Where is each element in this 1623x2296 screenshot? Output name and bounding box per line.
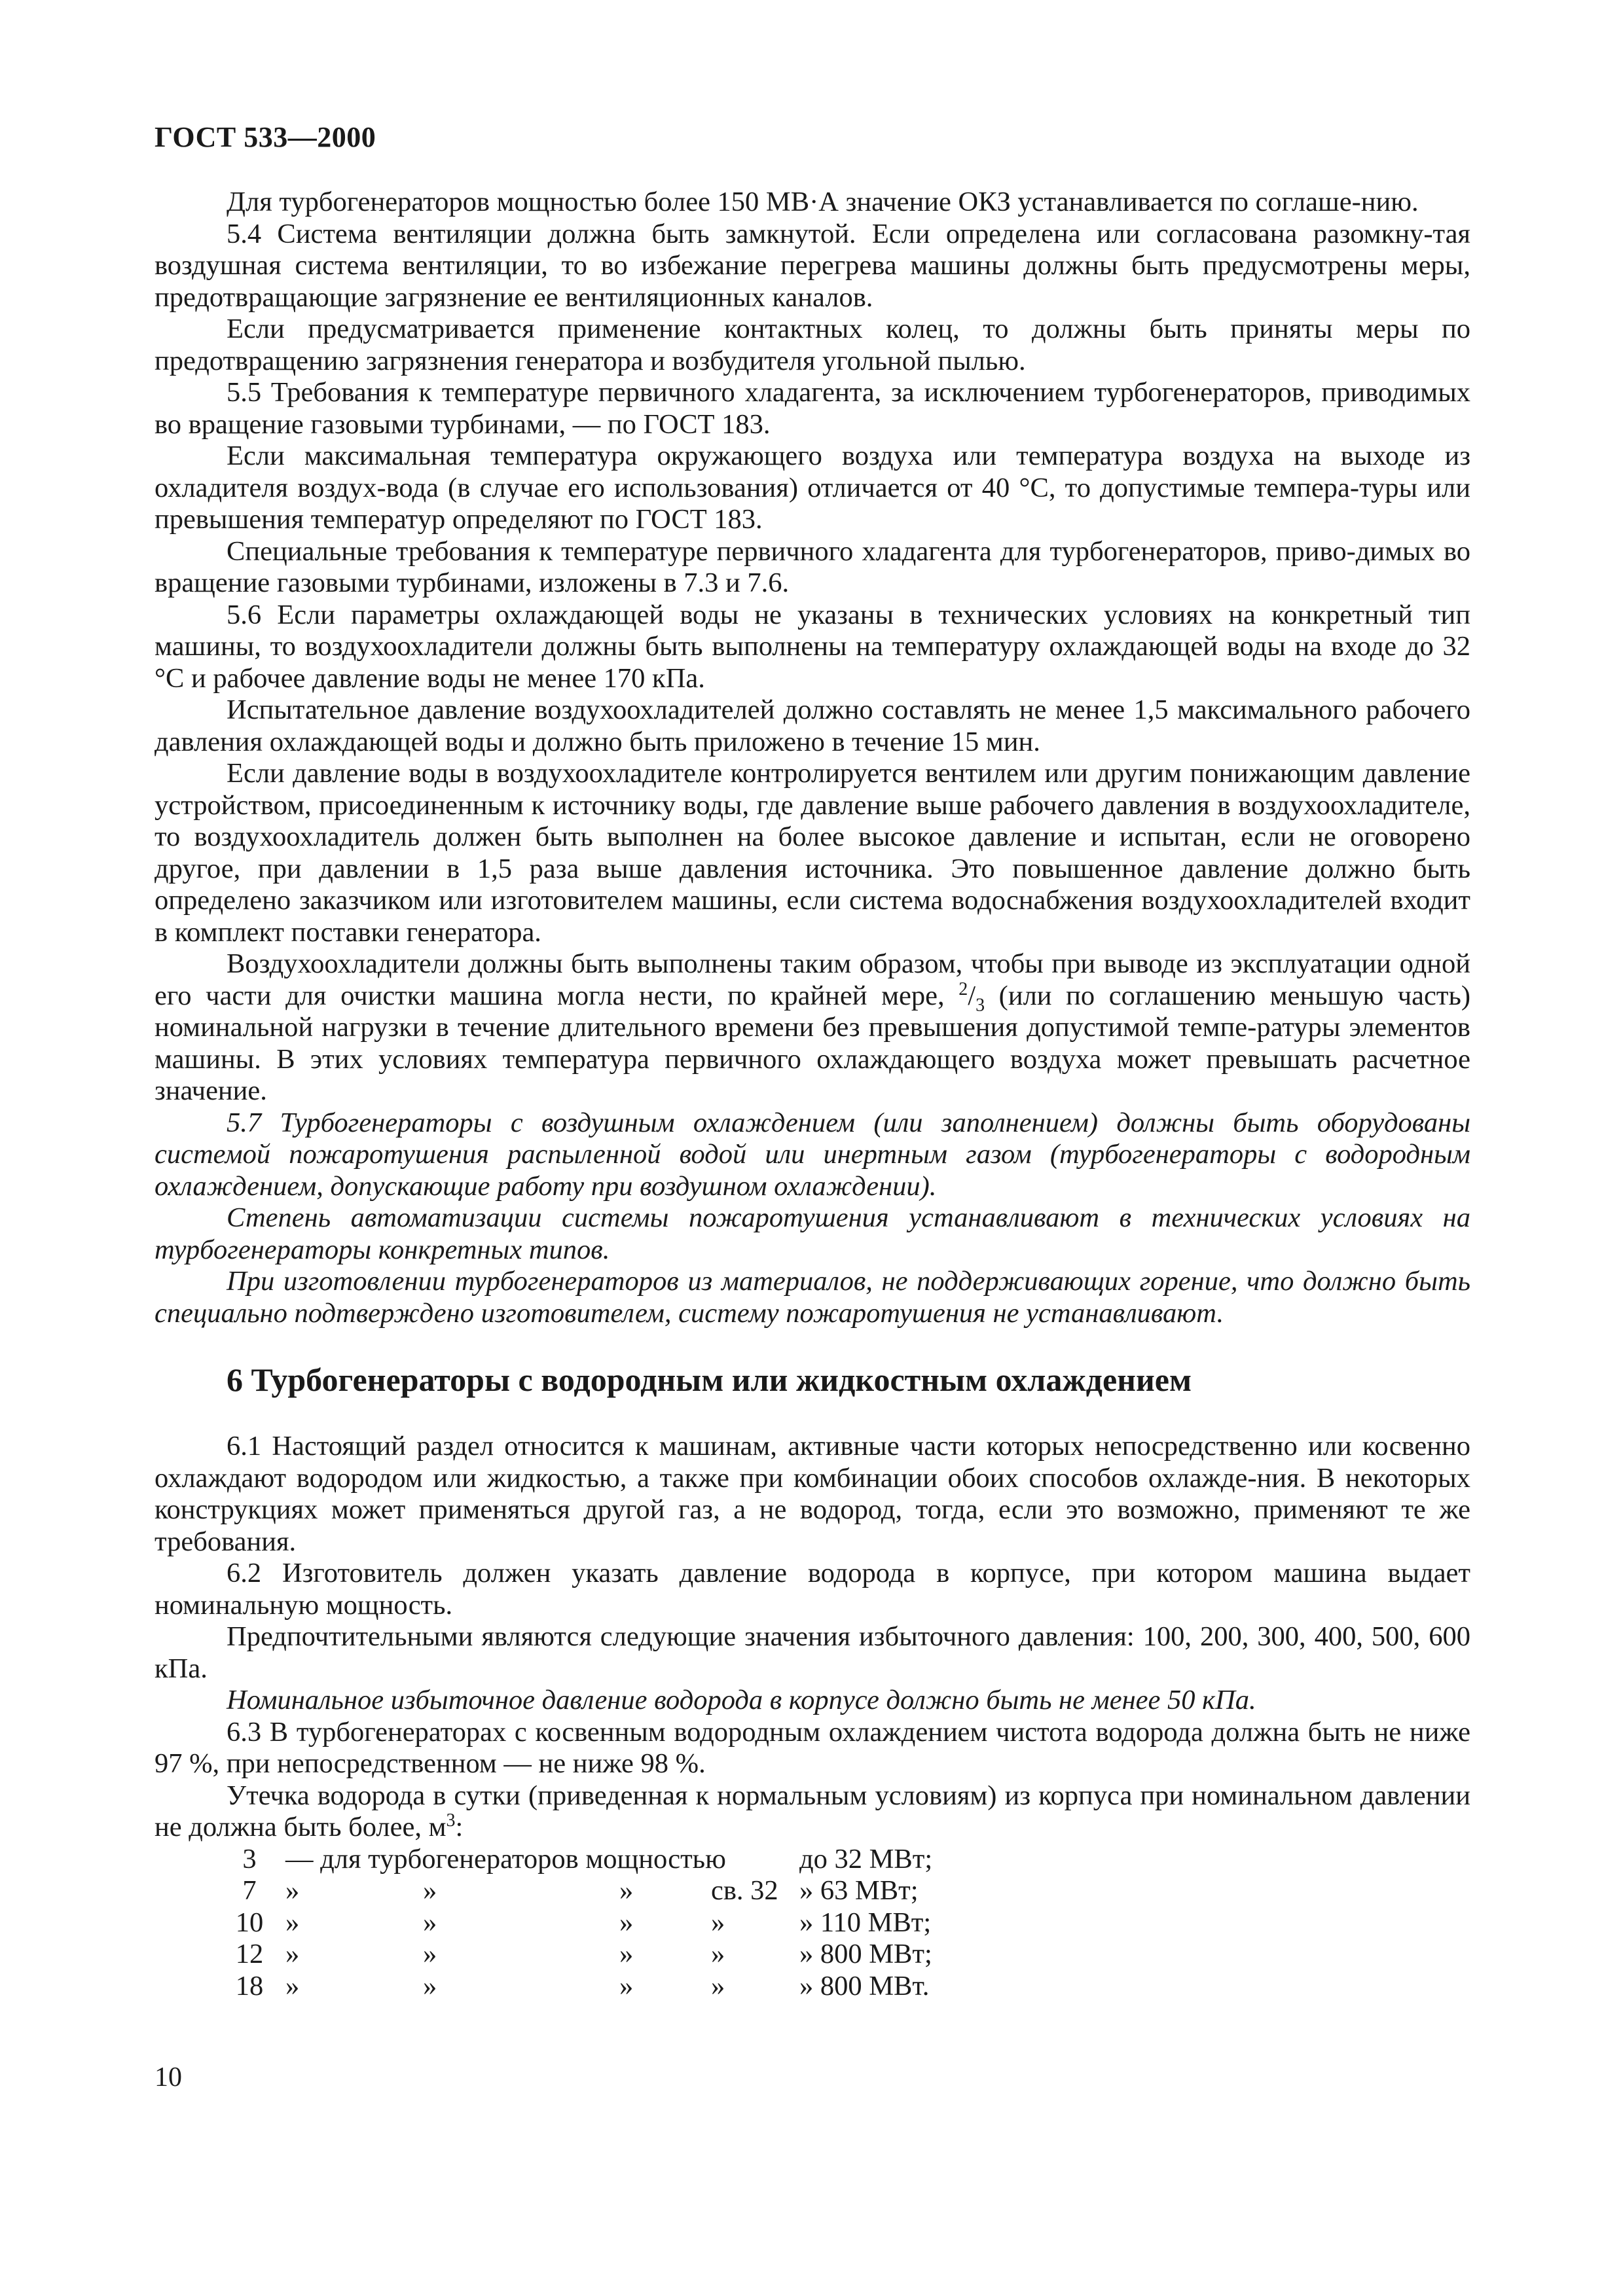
table-cell-c4: св. 32	[711, 1875, 778, 1906]
paragraph-5-7: 5.7 Турбогенераторы с воздушным охлаждением (или заполнением) должны быть оборудованы системой пожаротушения распыленной водой или инертным газом (турбогенераторы с водородным охлаждением, допускающие работу при воздушном охлаждении).	[155, 1107, 1470, 1202]
paragraph-air-coolers: Воздухоохладители должны быть выполнены таким образом, чтобы при выводе из эксплуатации одной его части для очистки машина могла нести, по крайней мере, $^2/_3$ (или по соглашению меньшую часть) номинальной нагрузки в течение длительного времени без превышения допустимой темпе-ратуры элементов машины. В этих условиях температура первичного охлаждающего воздуха может превышать расчетное значение.	[155, 948, 1471, 1106]
paragraph: Если предусматривается применение контактных колец, то должны быть приняты меры по предотвращению загрязнения генератора и возбудителя угольной пылью.	[155, 314, 1470, 376]
table-cell-c1: »	[285, 1907, 300, 1938]
text-span: (или по соглашению меньшую часть) номинальной нагрузки в течение длительного времени без превышения допустимой темпе-ратуры элементов машины. В этих условиях температура первичного охлаждающего воздуха может превышать расчетное значение.	[155, 980, 1471, 1106]
table-row	[227, 1875, 970, 1907]
table-cell-c5: » 63 МВт;	[799, 1875, 919, 1906]
paragraph	[155, 1780, 1470, 1844]
paragraph-5-4: 5.4 Система вентиляции должна быть замкнутой. Если определена или согласована разомкну-тая воздушная система вентиляции, то во избежание перегрева машины должны быть предусмотрены меры, предотвращающие загрязнение ее вентиляционных каналов.	[155, 218, 1470, 313]
table-row	[227, 1939, 970, 1971]
table-cell-c2: »	[423, 1939, 437, 1969]
paragraph: Предпочтительными являются следующие значения избыточного давления: 100, 200, 300, 400, 500, 600 кПа.	[155, 1621, 1470, 1684]
leak-table-body	[227, 1844, 970, 2003]
document-header: ГОСТ 533—2000	[155, 121, 376, 153]
page-number: 10	[155, 2062, 182, 2092]
table-cell-c3: »	[619, 1970, 634, 2001]
table-cell-num: 3	[242, 1843, 257, 1874]
table-cell-c5: » 110 МВт;	[799, 1907, 932, 1938]
table-cell-c2: »	[423, 1907, 437, 1938]
table-row	[227, 1844, 970, 1876]
table-cell-c3: »	[619, 1875, 634, 1906]
paragraph: Если максимальная температура окружающего воздуха или температура воздуха на выходе из охладителя воздух-вода (в случае его использования) отличается от 40 °С, то допустимые темпера-туры или превышения температур определяют по ГОСТ 183.	[155, 440, 1470, 535]
table-cell-c2: »	[423, 1875, 437, 1906]
paragraph: При изготовлении турбогенераторов из материалов, не поддерживающих горение, что должно быть специально подтверждено изготовителем, систему пожаротушения не устанавливают.	[155, 1266, 1470, 1329]
table-cell-num: 12	[235, 1939, 264, 1969]
paragraph: Степень автоматизации системы пожаротушения устанавливают в технических условиях на турбогенераторы конкретных типов.	[155, 1202, 1470, 1265]
text-span: Утечка водорода в сутки (приведенная к нормальным условиям) из корпуса при номинальном давлении не должна быть более, м	[155, 1780, 1470, 1842]
table-row	[227, 1907, 970, 1939]
paragraph: Специальные требования к температуре первичного хладагента для турбогенераторов, приво-димых во вращение газовыми турбинами, изложены в 7.3 и 7.6.	[155, 535, 1470, 598]
paragraph-5-5: 5.5 Требования к температуре первичного хладагента, за исключением турбогенераторов, приводимых во вращение газовыми турбинами, — по ГОСТ 183.	[155, 377, 1470, 440]
paragraph-6-1: 6.1 Настоящий раздел относится к машинам, активные части которых непосредственно или косвенно охлаждают водородом или жидкостью, а также при комбинации обоих способов охлажде-ния. В некоторых конструкциях может применяться другой газ, а не водород, тогда, если это возможно, применяют те же требования.	[155, 1431, 1470, 1557]
table-cell-c1: »	[285, 1939, 300, 1969]
table-cell-c4: »	[711, 1907, 725, 1938]
leak-table	[227, 1844, 970, 2003]
fraction-numerator: 2	[958, 978, 968, 999]
table-cell-num: 18	[235, 1970, 264, 2001]
table-cell-c4: »	[711, 1970, 725, 2001]
fraction-denominator: 3	[976, 995, 985, 1015]
table-cell-num: 7	[242, 1875, 257, 1906]
paragraph: Если давление воды в воздухоохладителе контролируется вентилем или другим понижающим давление устройством, присоединенным к источнику воды, где давление выше рабочего давления в воздухоохладителе, то воздухоохладитель должен быть выполнен на более высокое давление и испытан, если не оговорено другое, при давлении в 1,5 раза выше давления источника. Это повышенное давление должно быть определено заказчиком или изготовителем машины, если система водоснабжения воздухоохладителей входит в комплект поставки генератора.	[155, 758, 1470, 948]
paragraph: Номинальное избыточное давление водорода в корпусе должно быть не менее 50 кПа.	[227, 1685, 1256, 1715]
superscript: 3	[446, 1810, 456, 1831]
paragraph-6-2: 6.2 Изготовитель должен указать давление водорода в корпусе, при котором машина выдает номинальную мощность.	[155, 1558, 1470, 1621]
table-cell-num: 10	[235, 1907, 264, 1938]
document-body	[155, 187, 1470, 2002]
paragraph: Испытательное давление воздухоохладителей должно составлять не менее 1,5 максимального рабочего давления охлаждающей воды и должно быть приложено в течение 15 мин.	[155, 694, 1470, 757]
section-heading-6: 6 Турбогенераторы с водородным или жидкостным охлаждением	[227, 1361, 1192, 1398]
text-span: Воздухоохладители должны быть выполнены таким образом, чтобы при выводе из эксплуатации одной его части для очистки машина могла нести, по крайней мере,	[155, 948, 1470, 1011]
paragraph-6-3: 6.3 В турбогенераторах с косвенным водородным охлаждением чистота водорода должна быть не ниже 97 %, при непосредственном — не ниже 98 %.	[155, 1716, 1470, 1779]
table-cell-c4: »	[711, 1939, 725, 1969]
text-span: :	[455, 1812, 464, 1842]
table-row	[227, 1971, 970, 2003]
table-cell-c5: до 32 МВт;	[799, 1843, 933, 1874]
table-cell-c3: »	[619, 1907, 634, 1938]
table-cell-c5: » 800 МВт.	[799, 1970, 930, 2001]
paragraph: Для турбогенераторов мощностью более 150 МВ·А значение ОКЗ устанавливается по соглаше-нию.	[227, 187, 1419, 217]
table-cell-c3: »	[619, 1939, 634, 1969]
table-cell-c1: »	[285, 1875, 300, 1906]
paragraph-5-6: 5.6 Если параметры охлаждающей воды не указаны в технических условиях на конкретный тип машины, то воздухоохладители должны быть выполнены на температуру охлаждающей воды на входе до 32 °С и рабочее давление воды не менее 170 кПа.	[155, 599, 1470, 694]
table-cell-c5: » 800 МВт;	[799, 1939, 932, 1969]
table-cell-c1: »	[285, 1970, 300, 2001]
table-cell-c2: »	[423, 1970, 437, 2001]
table-cell-c1: — для турбогенераторов мощностью	[285, 1843, 726, 1874]
